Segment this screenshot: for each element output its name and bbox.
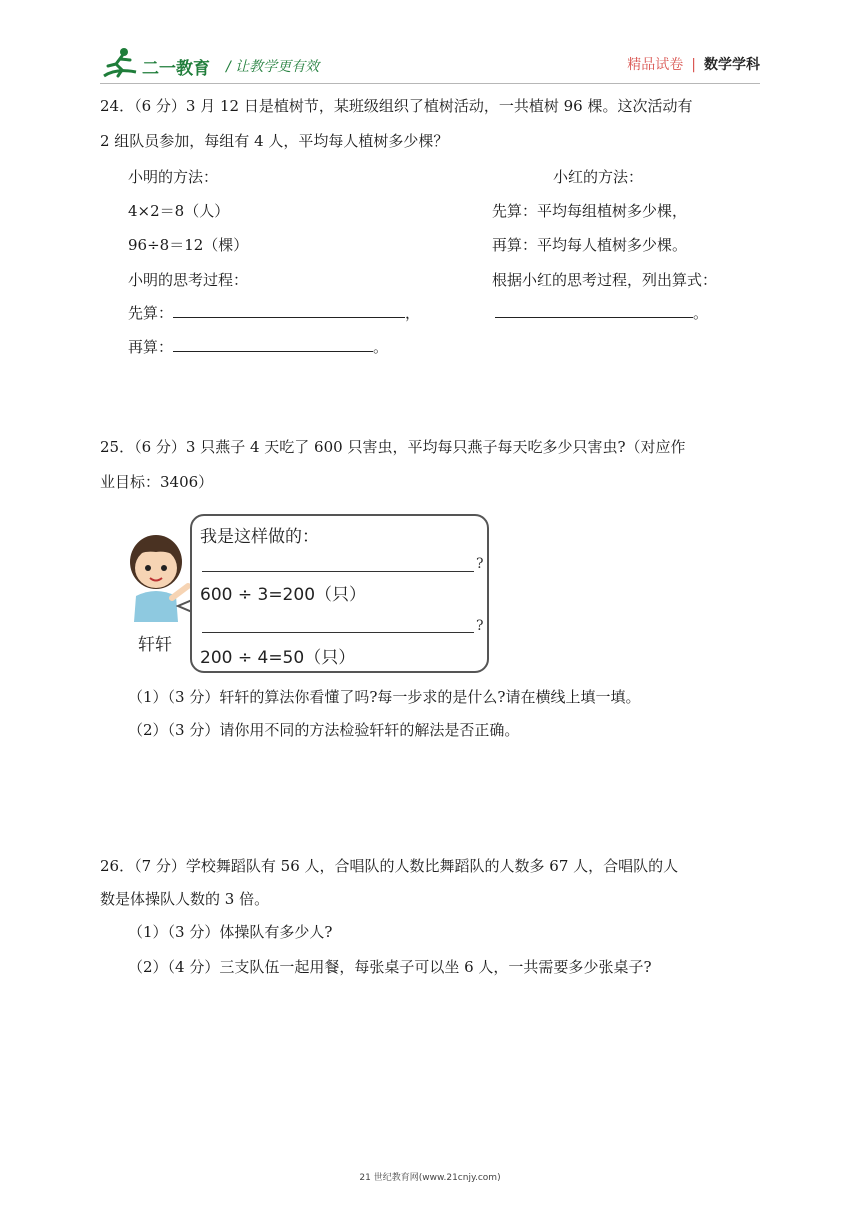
q26-text-line2: 数是体操队人数的 3 倍。: [100, 890, 270, 908]
q24-answer-blank-2[interactable]: [173, 337, 373, 352]
q24-xiaoming-first-row: [128, 303, 420, 323]
brand-slogan: / 让教学更有效: [226, 59, 320, 75]
q25-text-line1: 25．（6 分）3 只燕子 4 天吃了 600 只害虫，平均每只燕子每天吃多少只害虫?（对应作: [100, 438, 686, 456]
header-tag-subject: 数学学科: [704, 57, 760, 73]
speech-bubble: [190, 514, 489, 673]
q24-answer-blank-3[interactable]: [495, 303, 693, 318]
q24-xiaohong-prompt: 根据小红的思考过程，列出算式：: [492, 271, 718, 289]
child-name-label: 轩轩: [138, 635, 172, 655]
q24-xiaohong-answer-row: [495, 303, 708, 323]
header-tags: [627, 54, 760, 74]
calc-step-2: 200 ÷ 4=50（只）: [200, 648, 356, 668]
q25-fill-line-2[interactable]: [202, 632, 474, 633]
header-tag-premium: 精品试卷: [627, 57, 684, 73]
header-separator: |: [691, 57, 696, 73]
q25-fill-line-1[interactable]: [202, 571, 474, 572]
q25-subquestion-1: （1）（3 分）轩轩的算法你看懂了吗?每一步求的是什么?请在横线上填一填。: [128, 688, 641, 706]
runner-logo-icon: [100, 46, 140, 80]
q24-text-line2: 2 组队员参加，每组有 4 人，平均每人植树多少棵？: [100, 132, 449, 150]
qmark-1: ?: [476, 556, 484, 572]
q24-xiaohong-first: 先算：平均每组植树多少棵，: [492, 202, 688, 220]
qmark-2: ?: [476, 618, 484, 634]
brand-name: 二一教育: [142, 59, 210, 79]
q24-xiaoming-step2: 96÷8＝12（棵）: [128, 236, 249, 254]
q25-subquestion-2: （2）（3 分）请你用不同的方法检验轩轩的解法是否正确。: [128, 721, 520, 739]
page-footer: 21 世纪教育网(www.21cnjy.com): [359, 1173, 501, 1183]
q26-subquestion-1: （1）（3 分）体操队有多少人?: [128, 923, 333, 941]
q25-text-line2: 业目标：3406）: [100, 473, 214, 491]
q26-text-line1: 26．（7 分）学校舞蹈队有 56 人，合唱队的人数比舞蹈队的人数多 67 人，合唱队的人: [100, 857, 679, 875]
q24-xiaoming-then-row: [128, 337, 388, 357]
q24-text-line1: 24．（6 分）3 月 12 日是植树节，某班级组织了植树活动，一共植树 96 棵。这次活动有: [100, 97, 693, 115]
header-logo: [100, 46, 330, 80]
calc-step-1: 600 ÷ 3=200（只）: [200, 585, 367, 605]
q24-xiaoming-then-label: 再算：: [128, 338, 174, 356]
bubble-title: 我是这样做的：: [200, 527, 319, 547]
q24-xiaoming-then-end: 。: [373, 338, 389, 356]
q24-xiaohong-title: 小红的方法：: [553, 168, 644, 186]
q24-xiaoming-title: 小明的方法：: [128, 168, 219, 186]
q24-xiaoming-first-end: ，: [405, 304, 421, 322]
q24-xiaoming-think: 小明的思考过程：: [128, 271, 249, 289]
q24-xiaoming-step1: 4×2＝8（人）: [128, 202, 230, 220]
q24-answer-blank-1[interactable]: [173, 303, 405, 318]
q24-xiaohong-then: 再算：平均每人植树多少棵。: [492, 236, 688, 254]
q26-subquestion-2: （2）（4 分）三支队伍一起用餐，每张桌子可以坐 6 人，一共需要多少张桌子?: [128, 958, 652, 976]
header-divider: [100, 83, 760, 84]
q24-xiaohong-end: 。: [693, 304, 709, 322]
q24-xiaoming-first-label: 先算：: [128, 304, 174, 322]
